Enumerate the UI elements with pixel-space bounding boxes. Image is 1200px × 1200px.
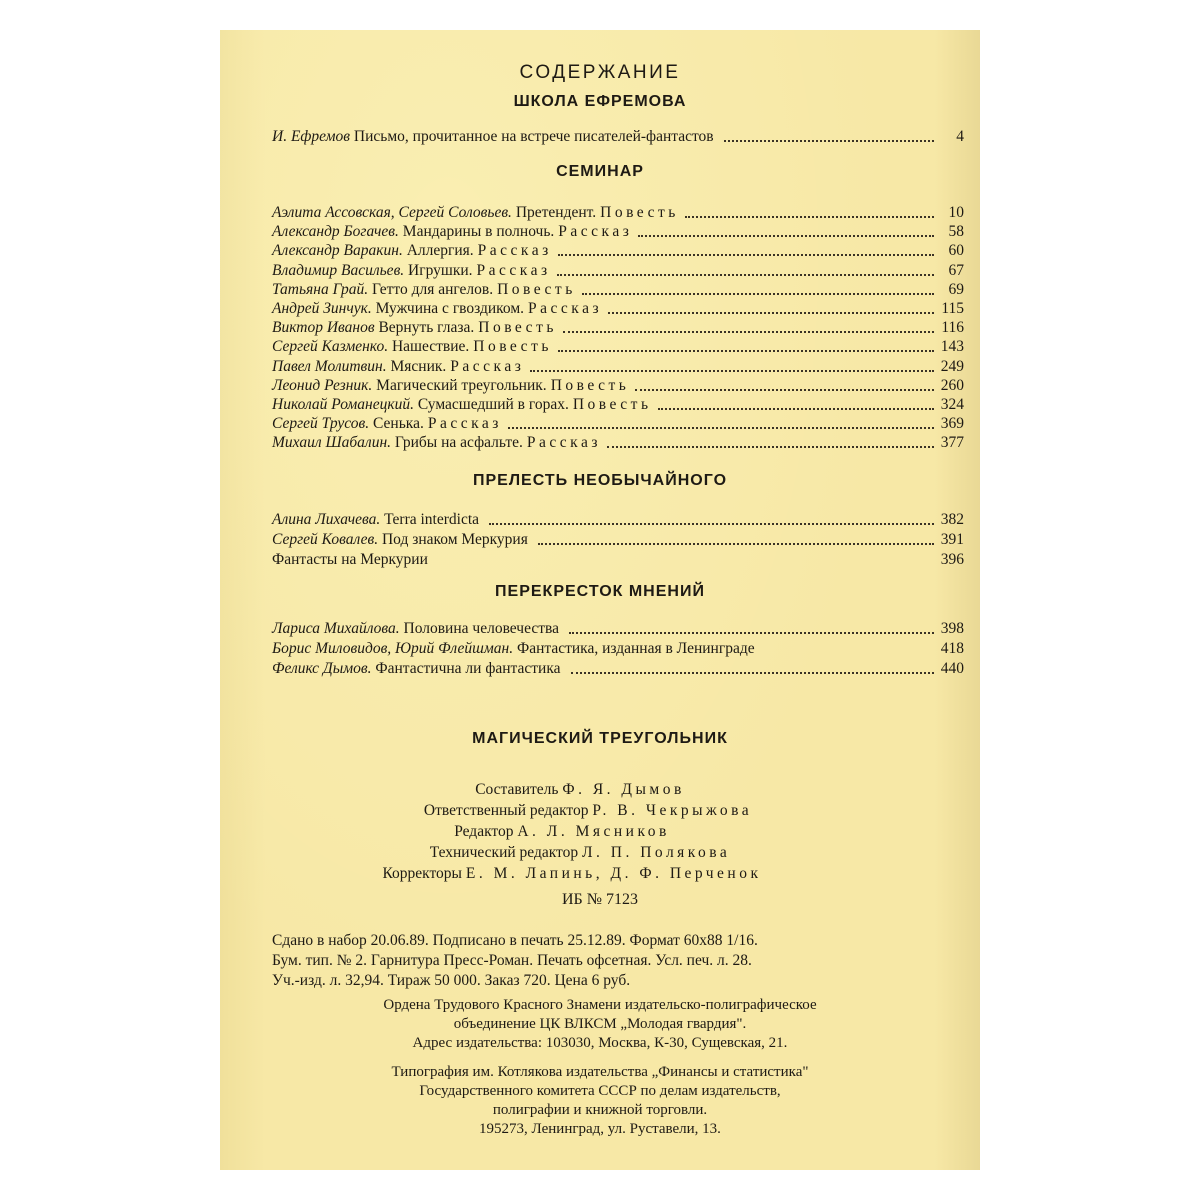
toc-title: Грибы на асфальте. — [394, 434, 523, 452]
credit-line — [192, 865, 952, 883]
credit-role: Редактор — [454, 823, 514, 840]
toc-title: Письмо, прочитанное на встрече писателей-фантастов — [353, 128, 714, 145]
toc-entry — [272, 375, 964, 395]
toc-page-number: 382 — [940, 511, 964, 528]
toc-genre: Рассказ — [450, 357, 525, 375]
toc-genre: Рассказ — [477, 242, 552, 260]
ib-number: ИБ № 7123 — [561, 891, 638, 908]
toc-author: Виктор Иванов — [272, 319, 375, 337]
toc-leader-dots — [724, 140, 934, 142]
toc-entry — [272, 298, 964, 318]
toc-author: Николай Романецкий. — [272, 396, 414, 413]
toc-author: Сергей Казменко. — [272, 338, 389, 356]
toc-entry — [272, 509, 964, 529]
toc-leader-dots — [608, 312, 934, 314]
publisher-line-2: объединение ЦК ВЛКСМ „Молодая гвардия". — [453, 1016, 747, 1032]
toc-page-number: 398 — [940, 620, 964, 637]
toc-entry — [272, 529, 964, 549]
toc-leader-dots — [571, 672, 934, 674]
credit-line — [200, 844, 960, 862]
printer-line-3: полиграфии и книжной торговли. — [492, 1102, 708, 1118]
toc-genre: Рассказ — [427, 415, 502, 433]
toc-title: Фантасты на Меркурии — [272, 551, 428, 568]
printer-line-4: 195273, Ленинград, ул. Руставели, 13. — [479, 1121, 721, 1137]
toc-page-number: 58 — [948, 223, 964, 241]
toc-genre: Рассказ — [528, 300, 603, 317]
toc-author: Александр Варакин. — [272, 242, 403, 260]
toc-author: Борис Миловидов, Юрий Флейшман. — [272, 640, 514, 657]
toc-genre: Повесть — [600, 204, 679, 221]
toc-title: Terra interdicta — [384, 511, 480, 528]
section-heading-seminar: СЕМИНАР — [556, 163, 644, 180]
toc-leader-dots — [530, 370, 934, 372]
toc-entry — [272, 260, 964, 280]
book-page — [220, 30, 980, 1170]
toc-author: Михаил Шабалин. — [272, 434, 392, 452]
credit-name: А. Л. Мясников — [517, 823, 670, 840]
toc-author: И. Ефремов — [272, 128, 351, 145]
toc-leader-dots — [607, 446, 934, 448]
toc-page-number: 391 — [940, 531, 964, 548]
toc-page-number: 67 — [948, 261, 964, 279]
credit-line — [182, 823, 942, 841]
credit-name: Ф. Я. Дымов — [562, 781, 685, 798]
toc-page-number: 324 — [940, 396, 964, 413]
toc-author: Аэлита Ассовская, Сергей Соловьев. — [272, 204, 512, 221]
toc-genre: Повесть — [550, 376, 630, 394]
toc-title: Фантастика, изданная в Ленинграде — [516, 640, 755, 657]
toc-entry — [272, 202, 964, 222]
toc-title: Магический треугольник. — [376, 376, 547, 394]
toc-title: Нашествие. — [391, 338, 470, 356]
toc-author: Александр Богачев. — [272, 223, 399, 241]
toc-page-number: 143 — [940, 338, 964, 356]
toc-entry — [272, 126, 964, 146]
toc-leader-dots — [582, 293, 934, 295]
toc-genre: Рассказ — [476, 261, 551, 279]
toc-page-number: 369 — [940, 415, 964, 433]
credit-role: Составитель — [475, 781, 559, 798]
toc-entry — [272, 638, 964, 658]
section-heading-school: ШКОЛА ЕФРЕМОВА — [513, 93, 687, 110]
book-title: МАГИЧЕСКИЙ ТРЕУГОЛЬНИК — [472, 730, 728, 747]
credit-role: Ответственный редактор — [423, 802, 589, 819]
toc-leader-dots — [508, 427, 934, 429]
toc-leader-dots — [563, 331, 934, 333]
toc-page-number: 116 — [941, 319, 964, 337]
toc-genre: Повесть — [473, 338, 552, 356]
printer-line-1: Типография им. Котлякова издательства „Финансы и статистика" — [391, 1064, 809, 1080]
toc-title: Мясник. — [390, 357, 447, 375]
credit-name: Р. В. Чекрыжова — [592, 802, 753, 819]
toc-page-number: 440 — [940, 660, 964, 677]
toc-author: Павел Молитвин. — [272, 357, 387, 375]
toc-title: Вернуть глаза. — [378, 319, 475, 337]
contents-title: СОДЕРЖАНИЕ — [519, 62, 681, 83]
toc-author: Андрей Зинчук. — [272, 300, 372, 317]
toc-leader-dots — [658, 408, 934, 410]
toc-page-number: 396 — [940, 551, 964, 568]
toc-genre: Повесть — [497, 280, 576, 298]
imprint-line-2: Бум. тип. № 2. Гарнитура Пресс-Роман. Печать офсетная. Усл. печ. л. 28. — [272, 952, 752, 969]
toc-author: Татьяна Грай. — [272, 280, 369, 298]
credit-role: Технический редактор — [429, 844, 579, 861]
toc-entry — [272, 413, 964, 433]
toc-title: Сенька. — [373, 415, 424, 433]
toc-author: Феликс Дымов. — [272, 660, 372, 677]
toc-leader-dots — [489, 523, 934, 525]
toc-title: Гетто для ангелов. — [371, 280, 494, 298]
toc-title: Фантастична ли фантастика — [375, 660, 561, 677]
printer-line-2: Государственного комитета СССР по делам издательств, — [419, 1083, 781, 1099]
section-heading-crossroads: ПЕРЕКРЕСТОК МНЕНИЙ — [495, 583, 705, 600]
toc-leader-dots — [538, 543, 934, 545]
toc-author: Сергей Ковалев. — [272, 531, 379, 548]
toc-entry — [272, 432, 964, 452]
toc-entry — [272, 549, 964, 569]
credit-role: Корректоры — [382, 865, 462, 882]
toc-page-number: 260 — [940, 376, 964, 394]
toc-leader-dots — [558, 254, 934, 256]
toc-genre: Рассказ — [558, 223, 633, 241]
toc-title: Под знаком Меркурия — [381, 531, 528, 548]
toc-page-number: 249 — [940, 357, 964, 375]
toc-title: Аллергия. — [406, 242, 474, 260]
toc-leader-dots — [685, 216, 934, 218]
toc-author: Лариса Михайлова. — [272, 620, 400, 637]
imprint-line-3: Уч.-изд. л. 32,94. Тираж 50 000. Заказ 720. Цена 6 руб. — [272, 972, 631, 989]
credit-line — [200, 781, 960, 799]
toc-author: Алина Лихачева. — [272, 511, 381, 528]
toc-title: Сумасшедший в горах. — [417, 396, 569, 413]
section-heading-charm: ПРЕЛЕСТЬ НЕОБЫЧАЙНОГО — [472, 472, 728, 489]
imprint-line-1: Сдано в набор 20.06.89. Подписано в печать 25.12.89. Формат 60x88 1/16. — [272, 932, 758, 949]
toc-entry — [272, 221, 964, 241]
toc-title: Половина человечества — [403, 620, 559, 637]
toc-page-number: 10 — [948, 204, 964, 221]
toc-entry — [272, 394, 964, 414]
toc-title: Игрушки. — [408, 261, 473, 279]
toc-title: Мандарины в полночь. — [402, 223, 555, 241]
toc-page-number: 4 — [956, 128, 964, 145]
toc-author: Сергей Трусов. — [272, 415, 370, 433]
toc-entry — [272, 618, 964, 638]
toc-entry — [272, 356, 964, 376]
toc-genre: Рассказ — [526, 434, 601, 452]
toc-entry — [272, 240, 964, 260]
toc-leader-dots — [635, 389, 934, 391]
publisher-line-3: Адрес издательства: 103030, Москва, К-30, Сущевская, 21. — [412, 1035, 788, 1051]
toc-leader-dots — [557, 274, 934, 276]
toc-leader-dots — [569, 632, 934, 634]
toc-entry — [272, 317, 964, 337]
toc-page-number: 115 — [941, 300, 964, 317]
credit-name: Л. П. Полякова — [582, 844, 731, 861]
toc-title: Претендент. — [515, 204, 597, 221]
publisher-line-1: Ордена Трудового Красного Знамени издательско-полиграфическое — [383, 997, 817, 1013]
credit-name: Е. М. Лапинь, Д. Ф. Перченок — [465, 865, 762, 882]
toc-page-number: 69 — [948, 280, 964, 298]
toc-entry — [272, 336, 964, 356]
toc-entry — [272, 658, 964, 678]
toc-page-number: 60 — [948, 242, 964, 260]
toc-genre: Повесть — [478, 319, 557, 337]
credit-line — [208, 802, 968, 820]
toc-page-number: 418 — [940, 640, 964, 657]
toc-author: Владимир Васильев. — [272, 261, 405, 279]
toc-genre: Повесть — [572, 396, 652, 413]
toc-leader-dots — [558, 350, 934, 352]
toc-author: Леонид Резник. — [272, 376, 373, 394]
toc-title: Мужчина с гвоздиком. — [375, 300, 525, 317]
toc-entry — [272, 279, 964, 299]
toc-leader-dots — [638, 235, 934, 237]
toc-page-number: 377 — [940, 434, 964, 452]
